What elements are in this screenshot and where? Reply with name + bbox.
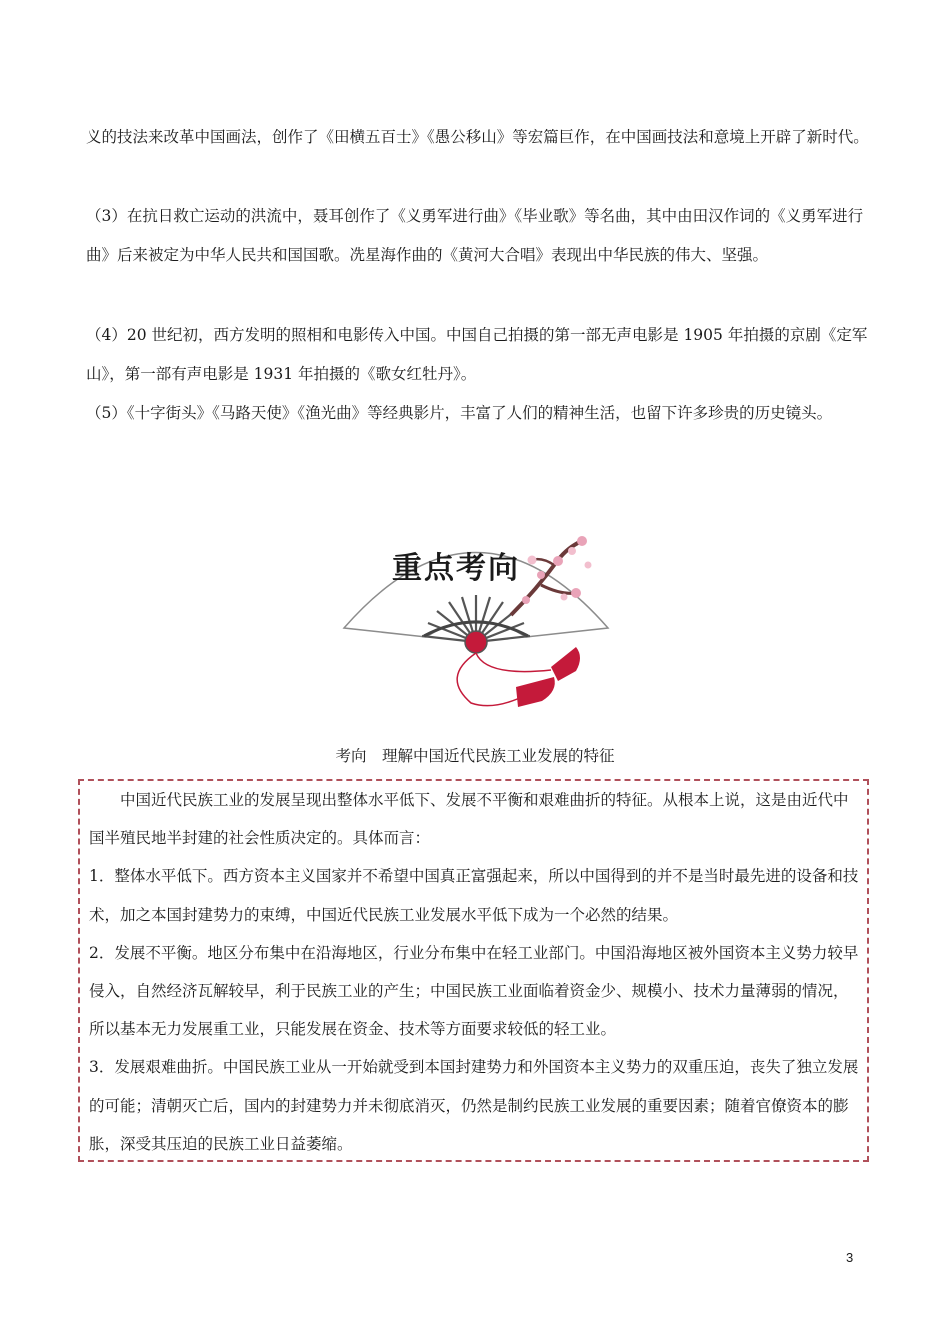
key-points-box xyxy=(78,779,869,1162)
fan-banner-graphic xyxy=(336,505,616,720)
tassel-small xyxy=(551,647,580,681)
paragraph-music: （3）在抗日救亡运动的洪流中，聂耳创作了《义勇军进行曲》《毕业歌》等名曲，其中由田汉作词的《义勇军进行曲》后来被定为中华人民共和国国歌。冼星海作曲的《黄河大合唱》表现出中华民族的伟大、坚强。 xyxy=(86,207,864,264)
paragraph-film-classics: （5）《十字街头》《马路天使》《渔光曲》等经典影片，丰富了人们的精神生活，也留下许多珍贵的历史镜头。 xyxy=(86,404,833,422)
fan-pivot xyxy=(465,631,487,653)
key-points-content xyxy=(89,781,859,1163)
key-point-1: 1．整体水平低下。西方资本主义国家并不希望中国真正富强起来，所以中国得到的并不是当时最先进的设备和技术，加之本国封建势力的束缚，中国近代民族工业发展水平低下成为一个必然的结果。 xyxy=(89,867,859,924)
tassel-large xyxy=(516,677,555,707)
paragraph-film-early: （4）20 世纪初，西方发明的照相和电影传入中国。中国自己拍摄的第一部无声电影是 1905 年拍摄的京剧《定军山》，第一部有声电影是 1931 年拍摄的《歌女红牡丹》。 xyxy=(86,326,868,383)
section-heading: 考向 理解中国近代民族工业发展的特征 xyxy=(335,747,615,765)
key-points-intro: 中国近代民族工业的发展呈现出整体水平低下、发展不平衡和艰难曲折的特征。从根本上说，这是由近代中国半殖民地半封建的社会性质决定的。具体而言： xyxy=(89,791,849,848)
tassel-cord-2 xyxy=(476,653,551,672)
paragraph-art-reform: 义的技法来改革中国画法，创作了《田横五百士》《愚公移山》等宏篇巨作，在中国画技法和意境上开辟了新时代。 xyxy=(86,128,869,146)
key-point-2: 2．发展不平衡。地区分布集中在沿海地区，行业分布集中在轻工业部门。中国沿海地区被外国资本主义势力较早侵入，自然经济瓦解较早，利于民族工业的产生；中国民族工业面临着资金少、规模小、技术力量薄弱的情况，所以基本无力发展重工业，只能发展在资金、技术等方面要求较低的轻工业。 xyxy=(89,943,859,1039)
page-number: 3 xyxy=(846,1250,854,1265)
fan-banner-title: 重点考向 xyxy=(392,551,520,586)
key-point-3: 3．发展艰难曲折。中国民族工业从一开始就受到本国封建势力和外国资本主义势力的双重压迫，丧失了独立发展的可能；清朝灭亡后，国内的封建势力并未彻底消灭，仍然是制约民族工业发展的重要因素；随着官僚资本的膨胀，深受其压迫的民族工业日益萎缩。 xyxy=(89,1058,859,1153)
tassel-cord xyxy=(457,653,526,706)
